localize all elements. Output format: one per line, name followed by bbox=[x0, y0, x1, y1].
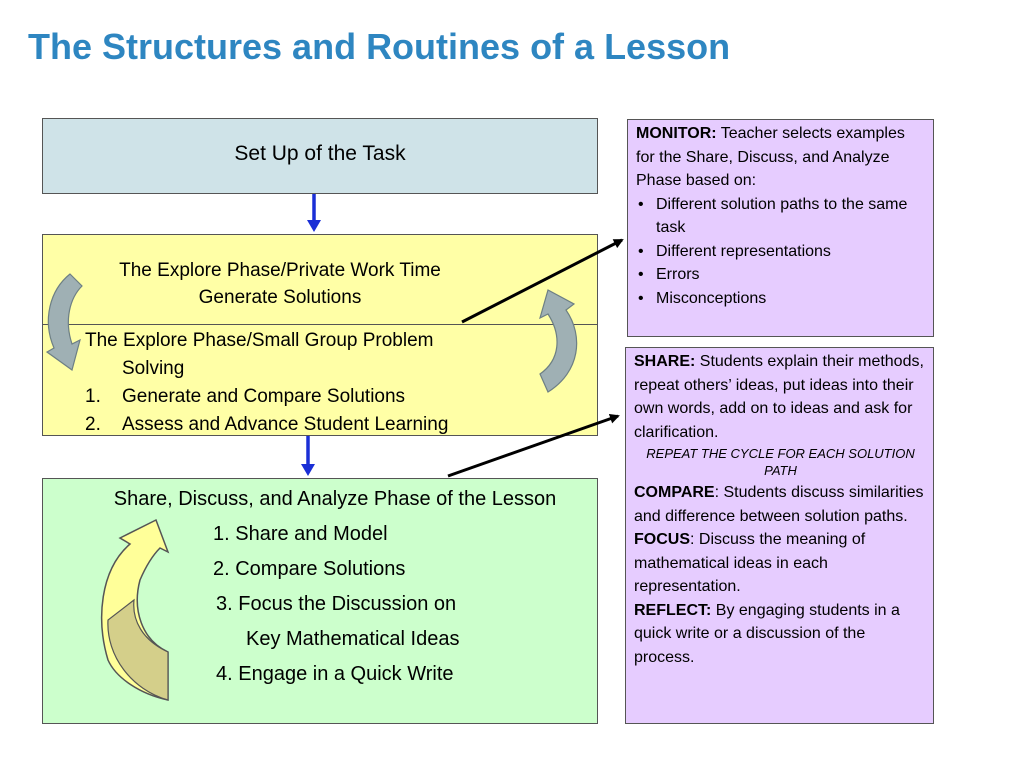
share-text: Students explain their methods, repeat others’ ideas, put ideas into their own words, add on to ideas and ask for clarification. bbox=[634, 353, 924, 441]
monitor-bullet-text: Misconceptions bbox=[656, 289, 767, 307]
monitor-bullet-text: Different solution paths to the same task bbox=[656, 195, 908, 236]
share-step: 2. Compare Solutions bbox=[213, 558, 406, 580]
explore-item-num: 2. bbox=[85, 414, 101, 435]
bullet-icon: • bbox=[638, 195, 644, 213]
cycle-arrow-left-icon bbox=[47, 274, 82, 370]
bullet-icon: • bbox=[638, 289, 644, 307]
monitor-text: Teacher selects examples for the Share, Discuss, and Analyze Phase based on: bbox=[636, 125, 905, 189]
share-step: 4. Engage in a Quick Write bbox=[216, 663, 454, 685]
compare-label: COMPARE bbox=[634, 484, 715, 501]
setup-label: Set Up of the Task bbox=[234, 142, 406, 165]
explore-group-line1: The Explore Phase/Small Group Problem bbox=[85, 330, 434, 351]
share-phase-header: Share, Discuss, and Analyze Phase of the Lesson bbox=[113, 488, 557, 510]
explore-line1: The Explore Phase/Private Work Time bbox=[119, 260, 441, 281]
monitor-bullet-text: Different representations bbox=[656, 242, 831, 260]
monitor-bullet-text: Errors bbox=[656, 266, 700, 283]
explore-group-line2: Solving bbox=[122, 358, 185, 379]
explore-item-text: Assess and Advance Student Learning bbox=[122, 414, 449, 435]
bullet-icon: • bbox=[638, 266, 644, 283]
repeat-note: REPEAT THE CYCLE FOR EACH SOLUTION PATH bbox=[646, 446, 915, 478]
monitor-label: MONITOR: bbox=[636, 125, 717, 142]
focus-text: : Discuss the meaning of mathematical ideas in each representation. bbox=[634, 531, 866, 595]
share-step: 3. Focus the Discussion on bbox=[216, 593, 457, 615]
share-label: SHARE: bbox=[634, 353, 696, 370]
bullet-icon: • bbox=[638, 242, 644, 260]
page-title: The Structures and Routines of a Lesson bbox=[28, 26, 731, 67]
flow-arrow-down-icon bbox=[301, 436, 315, 476]
explore-item-num: 1. bbox=[85, 386, 101, 407]
flow-arrow-down-icon bbox=[307, 194, 321, 232]
focus-label: FOCUS bbox=[634, 531, 690, 548]
explore-line2: Generate Solutions bbox=[198, 287, 362, 308]
reflect-text: By engaging students in a quick write or a discussion of the process. bbox=[634, 601, 900, 666]
share-step: 1. Share and Model bbox=[213, 523, 388, 545]
cycle-arrow-right-icon bbox=[540, 290, 577, 392]
reflect-label: REFLECT: bbox=[634, 601, 712, 619]
compare-text: : Students discuss similarities and difference between solution paths. bbox=[634, 484, 924, 525]
explore-item-text: Generate and Compare Solutions bbox=[122, 386, 406, 407]
connector-arrow-icon bbox=[448, 416, 618, 476]
share-step: Key Mathematical Ideas bbox=[246, 628, 460, 650]
